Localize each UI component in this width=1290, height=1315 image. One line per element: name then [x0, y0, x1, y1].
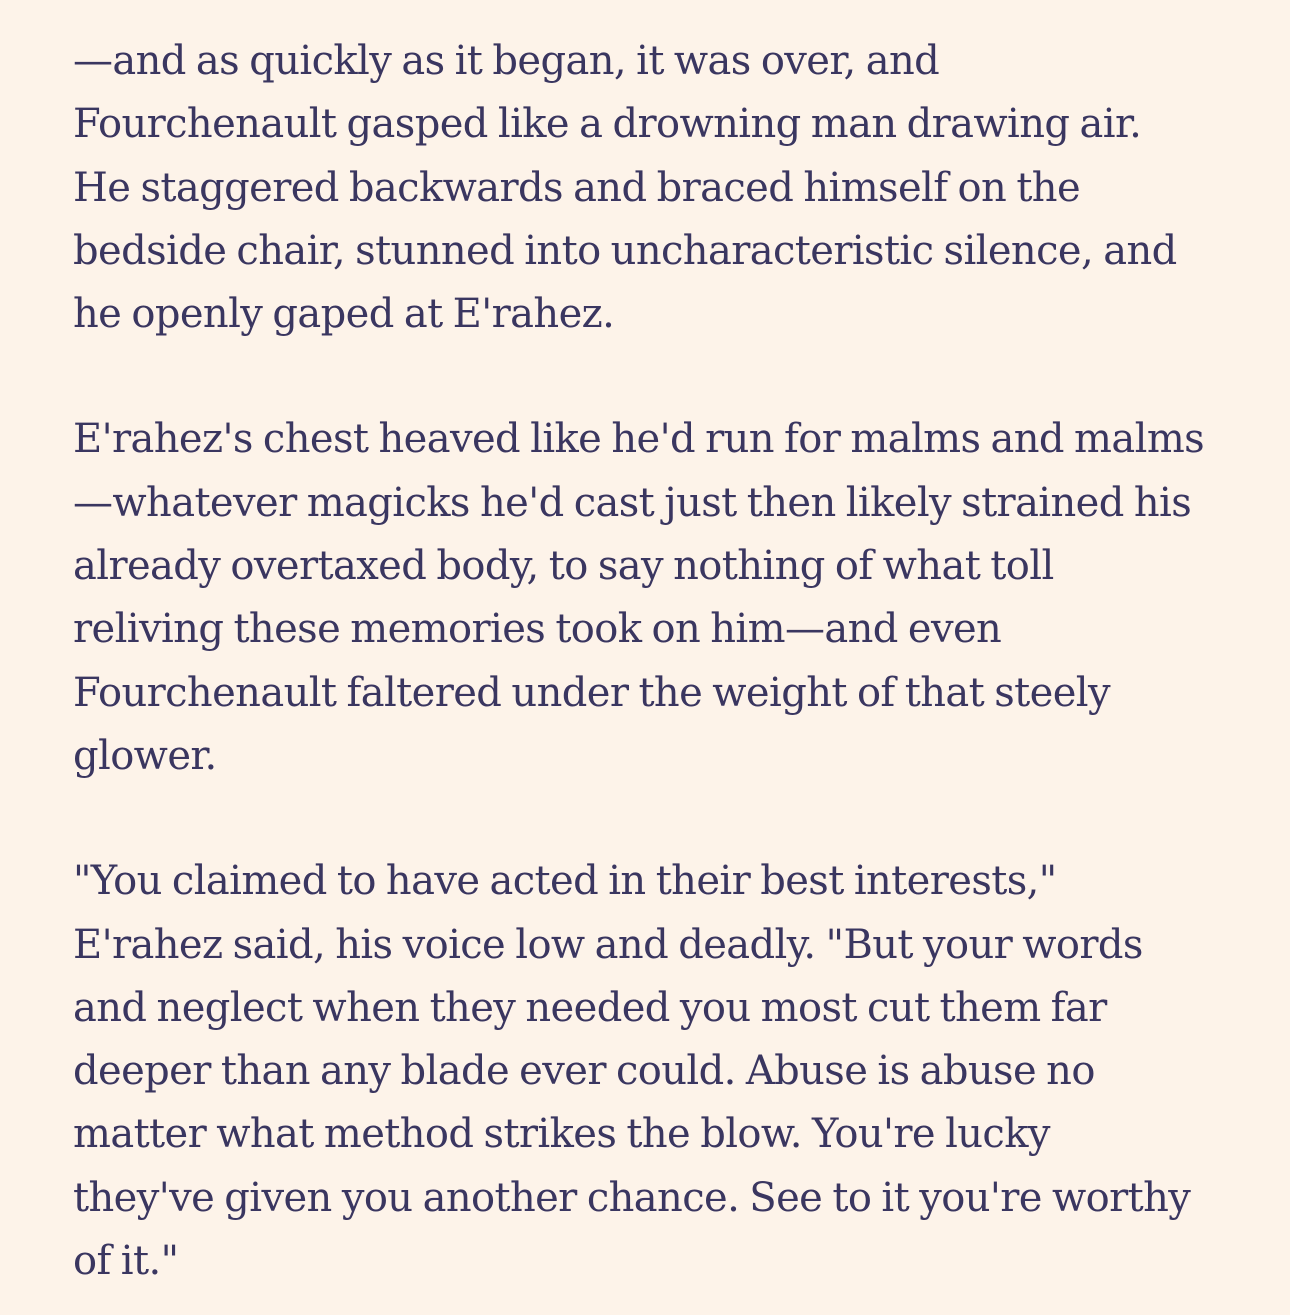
text-line: E'rahez said, his voice low and deadly. "But your words — [73, 921, 1143, 968]
text-line: E'rahez's chest heaved like he'd run for malms and malms — [73, 416, 1205, 463]
text-line: and neglect when they needed you most cut them far — [73, 984, 1107, 1031]
text-line: already overtaxed body, to say nothing of what toll — [73, 543, 1054, 590]
text-line: "You claimed to have acted in their best interests," — [73, 858, 1057, 905]
text-line: they've given you another chance. See to it you're worthy — [73, 1174, 1191, 1221]
text-line: reliving these memories took on him—and even — [73, 606, 1002, 653]
text-line: Fourchenault faltered under the weight of that steely — [73, 669, 1110, 716]
text-line: of it." — [73, 1238, 179, 1285]
text-line: glower. — [73, 732, 217, 779]
text-line: Fourchenault gasped like a drowning man drawing air. — [73, 101, 1142, 148]
paragraph — [73, 408, 1230, 788]
paragraph — [73, 30, 1230, 346]
paragraph — [73, 850, 1230, 1293]
text-line: —whatever magicks he'd cast just then likely strained his — [73, 479, 1192, 526]
text-line: he openly gaped at E'rahez. — [73, 291, 615, 338]
text-line: matter what method strikes the blow. You're lucky — [73, 1111, 1050, 1158]
text-line: deeper than any blade ever could. Abuse is abuse no — [73, 1048, 1095, 1095]
text-line: —and as quickly as it began, it was over, and — [73, 38, 940, 84]
text-line: He staggered backwards and braced himself on the — [73, 164, 1081, 211]
text-line: bedside chair, stunned into uncharacteristic silence, and — [73, 227, 1177, 274]
